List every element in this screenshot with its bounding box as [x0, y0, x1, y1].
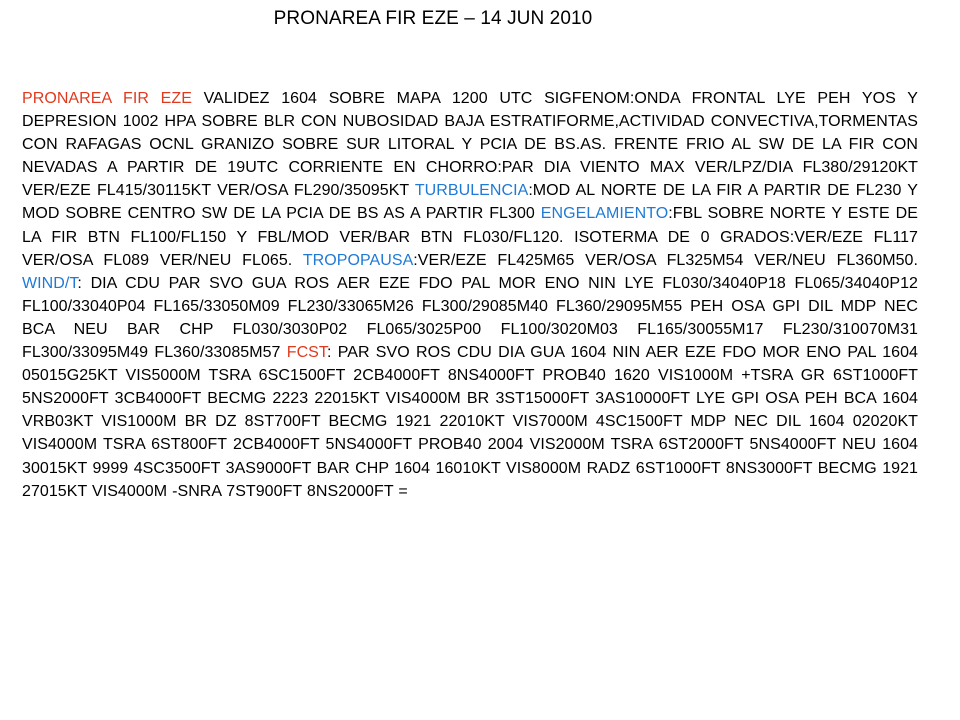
paragraph-segment: WIND/T	[22, 274, 78, 292]
forecast-paragraph	[22, 87, 918, 503]
paragraph-segment: :MOD AL NORTE DE LA FIR A PARTIR DE FL230 Y MOD SOBRE CENTRO SW DE LA PCIA DE BS AS A PARTIR FL300	[22, 182, 918, 223]
paragraph-segment: ENGELAMIENTO	[540, 205, 669, 223]
paragraph-segment: FCST	[286, 344, 327, 362]
page-title: PRONAREA FIR EZE – 14 JUN 2010	[273, 8, 593, 29]
paragraph-segment: :VER/EZE FL425M65 VER/OSA FL325M54 VER/NEU FL360M50.	[413, 251, 919, 269]
paragraph-segment: TROPOPAUSA	[302, 251, 414, 269]
paragraph-segment: VALIDEZ 1604 SOBRE MAPA 1200 UTC SIGFENOM:ONDA FRONTAL LYE PEH YOS Y DEPRESION 1002 HPA SOBRE BLR CON NUBOSIDAD BAJA ESTRATIFORME,ACTIVIDAD CONVECTIVA,TORMENTAS CON RAFAGAS OCNL GRANIZO SOBRE SUR LITORAL Y PCIA DE BS.AS. FRENTE FRIO AL SW DE LA FIR CON NEVADAS A PARTIR DE 19UTC CORRIENTE EN CHORRO:PAR DIA VIENTO MAX VER/LPZ/DIA FL380/29120KT VER/EZE FL415/30115KT VER/OSA FL290/35095KT	[22, 90, 918, 200]
paragraph-segment: TURBULENCIA	[414, 182, 529, 200]
paragraph-segment: : DIA CDU PAR SVO GUA ROS AER EZE FDO PAL MOR ENO NIN LYE FL030/34040P18 FL065/34040P12 FL100/33040P04 FL165/33050M09 FL230/33065M26 FL300/29085M40 FL360/29095M55 PEH OSA GPI DIL MDP NEC BCA NEU BAR CHP FL030/3030P02 FL065/3025P00 FL100/3020M03 FL165/30055M17 FL230/310070M31 FL300/33095M49 FL360/33085M57	[22, 274, 918, 362]
paragraph-segment: :FBL SOBRE NORTE Y ESTE DE LA FIR BTN FL100/FL150 Y FBL/MOD VER/BAR BTN FL030/FL120. ISOTERMA DE 0 GRADOS:VER/EZE FL117 VER/OSA FL089 VER/NEU FL065.	[22, 205, 918, 269]
paragraph-segment: : PAR SVO ROS CDU DIA GUA 1604 NIN AER EZE FDO MOR ENO PAL 1604 05015G25KT VIS5000M TSRA 6SC1500FT 2CB4000FT 8NS4000FT PROB40 1620 VIS1000M +TSRA GR 6ST1000FT 5NS2000FT 3CB4000FT BECMG 2223 22015KT VIS4000M BR 3ST15000FT 3AS10000FT LYE GPI OSA PEH BCA 1604 VRB03KT VIS1000M BR DZ 8ST700FT BECMG 1921 22010KT VIS7000M 4SC1500FT MDP NEC DIL 1604 02020KT VIS4000M TSRA 6ST800FT 2CB4000FT 5NS4000FT PROB40 2004 VIS2000M TSRA 6ST2000FT 5NS4000FT NEU 1604 30015KT 9999 4SC3500FT 3AS9000FT BAR CHP 1604 16010KT VIS8000M RADZ 6ST1000FT 8NS3000FT BECMG 1921 27015KT VIS4000M -SNRA 7ST900FT 8NS2000FT =	[22, 344, 918, 500]
paragraph-segment: PRONAREA FIR EZE	[22, 90, 192, 107]
